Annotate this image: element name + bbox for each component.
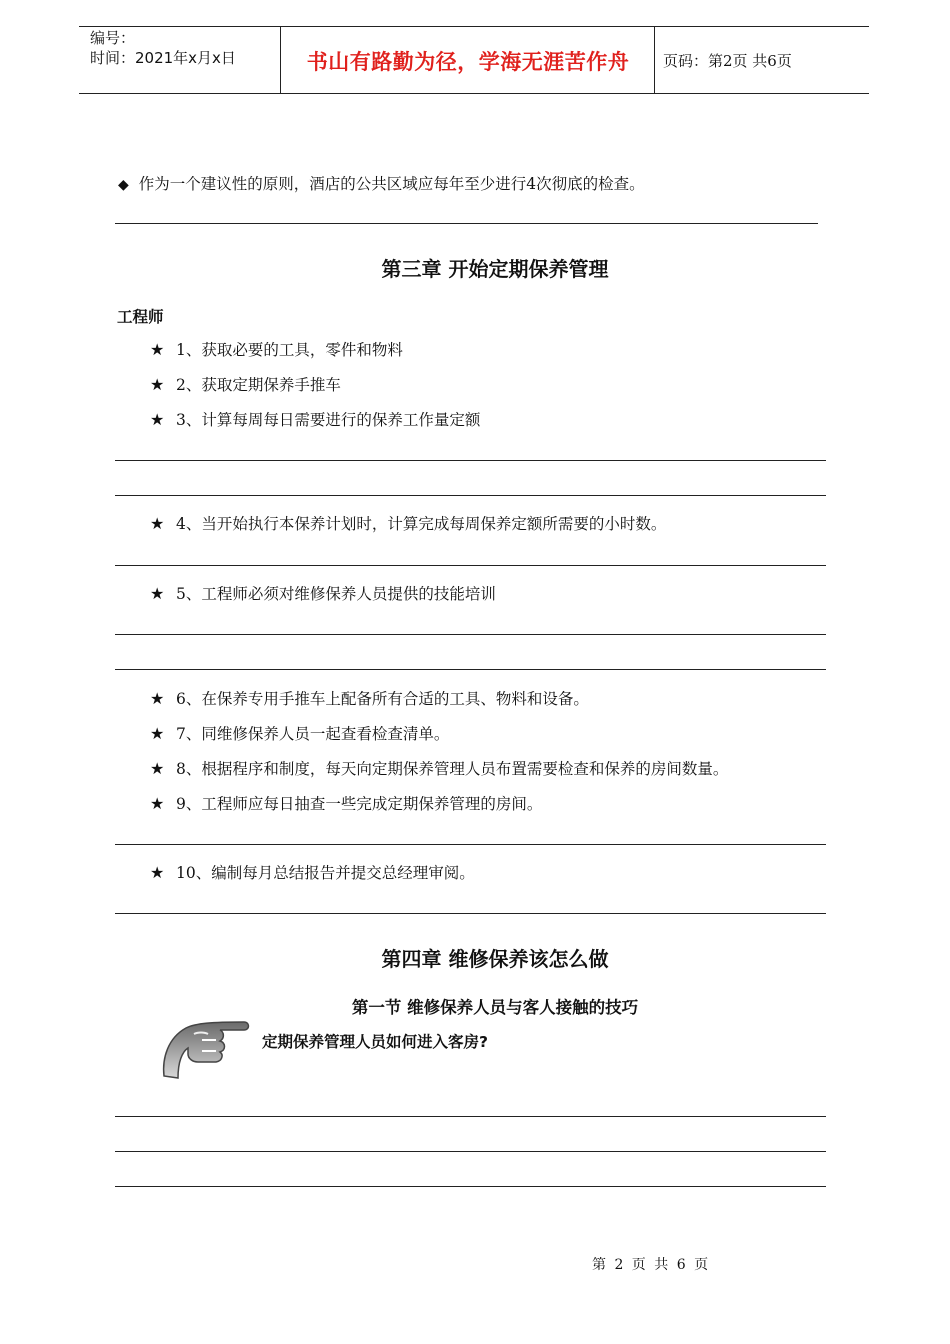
header-divider-left bbox=[280, 26, 281, 93]
motto: 书山有路勤为径，学海无涯苦作舟 bbox=[306, 50, 630, 74]
star-icon: ★ bbox=[150, 340, 165, 359]
list-item-text: 1、获取必要的工具，零件和物料 bbox=[176, 341, 403, 359]
list-item bbox=[150, 339, 403, 361]
header-top-border bbox=[79, 26, 869, 27]
star-icon: ★ bbox=[150, 514, 165, 533]
list-item-text: 4、当开始执行本保养计划时，计算完成每周保养定额所需要的小时数。 bbox=[176, 515, 667, 533]
section-title: 第一节 维修保养人员与客人接触的技巧 bbox=[351, 998, 639, 1017]
pointing-hand-icon bbox=[158, 1018, 252, 1080]
star-icon: ★ bbox=[150, 863, 165, 882]
divider-line bbox=[115, 669, 826, 670]
list-item-text: 2、获取定期保养手推车 bbox=[176, 376, 341, 394]
page-info: 页码：第2页 共6页 bbox=[663, 52, 792, 70]
header-divider-right bbox=[654, 26, 655, 93]
list-item-text: 9、工程师应每日抽查一些完成定期保养管理的房间。 bbox=[176, 795, 543, 813]
list-item-text: 3、计算每周每日需要进行的保养工作量定额 bbox=[176, 411, 481, 429]
intro-bullet bbox=[118, 172, 645, 194]
divider-line bbox=[115, 1186, 826, 1187]
header-bottom-border bbox=[79, 93, 869, 94]
divider-line bbox=[115, 844, 826, 845]
list-item bbox=[150, 862, 475, 884]
list-item-text: 10、编制每月总结报告并提交总经理审阅。 bbox=[176, 864, 475, 882]
star-icon: ★ bbox=[150, 584, 165, 603]
star-icon: ★ bbox=[150, 375, 165, 394]
divider-line bbox=[115, 913, 826, 914]
list-item-text: 8、根据程序和制度，每天向定期保养管理人员布置需要检查和保养的房间数量。 bbox=[176, 760, 729, 778]
diamond-bullet-icon: ◆ bbox=[118, 177, 129, 193]
divider-line bbox=[115, 1116, 826, 1117]
star-icon: ★ bbox=[150, 759, 165, 778]
list-item bbox=[150, 374, 341, 396]
list-item bbox=[150, 513, 666, 535]
time-label: 时间：2021年x月x日 bbox=[90, 49, 236, 67]
chapter-3-title: 第三章 开始定期保养管理 bbox=[381, 257, 609, 281]
divider-line bbox=[115, 495, 826, 496]
divider-line bbox=[115, 565, 826, 566]
intro-bullet-text: 作为一个建议性的原则，酒店的公共区域应每年至少进行4次彻底的检查。 bbox=[138, 175, 645, 193]
chapter-4-title: 第四章 维修保养该怎么做 bbox=[381, 947, 609, 971]
divider-line bbox=[115, 1151, 826, 1152]
list-item-text: 7、同维修保养人员一起查看检查清单。 bbox=[176, 725, 450, 743]
question-heading: 定期保养管理人员如何进入客房? bbox=[262, 1033, 488, 1051]
star-icon: ★ bbox=[150, 724, 165, 743]
list-item bbox=[150, 723, 449, 745]
list-item bbox=[150, 758, 728, 780]
list-item bbox=[150, 793, 542, 815]
list-item-text: 5、工程师必须对维修保养人员提供的技能培训 bbox=[176, 585, 496, 603]
list-item bbox=[150, 688, 589, 710]
divider-line bbox=[115, 460, 826, 461]
star-icon: ★ bbox=[150, 410, 165, 429]
role-heading: 工程师 bbox=[117, 308, 164, 326]
page-footer: 第 2 页 共 6 页 bbox=[592, 1257, 711, 1273]
divider-line bbox=[115, 634, 826, 635]
list-item bbox=[150, 409, 480, 431]
star-icon: ★ bbox=[150, 689, 165, 708]
list-item-text: 6、在保养专用手推车上配备所有合适的工具、物料和设备。 bbox=[176, 690, 589, 708]
divider-line bbox=[115, 223, 818, 224]
serial-label: 编号： bbox=[90, 29, 136, 47]
list-item bbox=[150, 583, 496, 605]
star-icon: ★ bbox=[150, 794, 165, 813]
